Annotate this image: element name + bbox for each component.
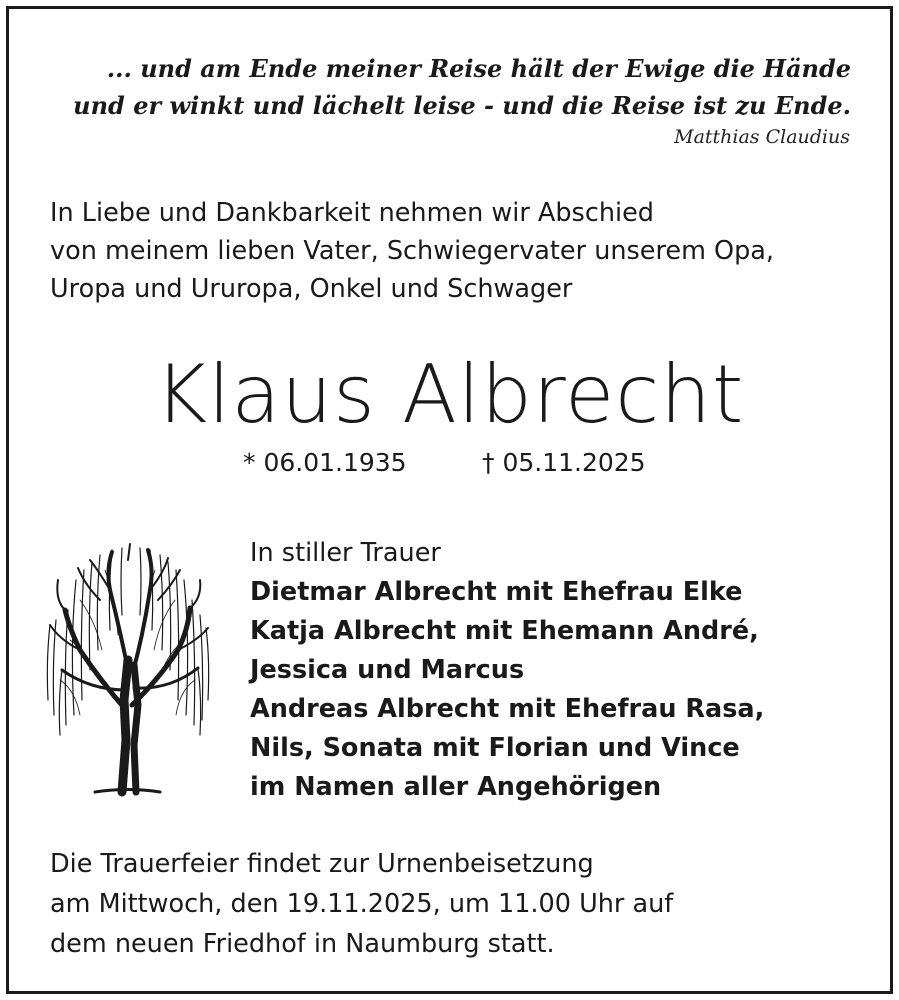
intro-line: In Liebe und Dankbarkeit nehmen wir Abschied — [50, 198, 654, 228]
service-info — [50, 844, 673, 964]
service-line: Die Trauerfeier findet zur Urnenbeisetzung — [50, 849, 594, 879]
mourner-line: Katja Albrecht mit Ehemann André, — [250, 616, 759, 646]
mourners-list — [250, 534, 764, 807]
deceased-name: Klaus Albrecht — [154, 348, 745, 441]
birth-date: * 06.01.1935 — [243, 448, 407, 477]
quote-author: Matthias Claudius — [674, 126, 850, 148]
mourner-line: Dietmar Albrecht mit Ehefrau Elke — [250, 577, 743, 607]
quote-line: ... und am Ende meiner Reise hält der Ewige die Hände — [106, 54, 851, 83]
mourner-line: im Namen aller Angehörigen — [250, 772, 662, 802]
mourner-line: Andreas Albrecht mit Ehefrau Rasa, — [250, 694, 765, 724]
mourner-line: Nils, Sonata mit Florian und Vince — [250, 733, 740, 763]
quote — [73, 50, 851, 124]
intro-line: von meinem lieben Vater, Schwiegervater unserem Opa, — [50, 236, 775, 266]
service-line: dem neuen Friedhof in Naumburg statt. — [50, 929, 555, 959]
mourners-lead: In stiller Trauer — [250, 538, 441, 568]
intro-text — [50, 194, 774, 308]
death-date: † 05.11.2025 — [482, 448, 646, 477]
intro-line: Uropa und Ururopa, Onkel und Schwager — [50, 274, 573, 304]
service-line: am Mittwoch, den 19.11.2025, um 11.00 Uhr auf — [50, 889, 674, 919]
mourner-line: Jessica und Marcus — [250, 655, 525, 685]
weeping-tree-icon — [40, 540, 215, 802]
quote-line: und er winkt und lächelt leise - und die Reise ist zu Ende. — [73, 91, 851, 120]
